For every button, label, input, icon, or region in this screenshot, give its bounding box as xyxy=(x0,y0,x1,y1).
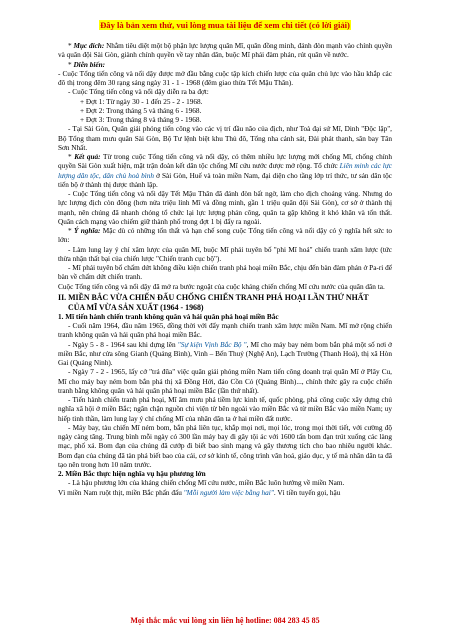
phase-1: + Đợt 1: Từ ngày 30 - 1 đến 25 - 2 - 1968. xyxy=(80,97,203,106)
section-heading-line-1: II. MIỀN BẮC VỪA CHIẾN ĐẤU CHỐNG CHIẾN TRANH PHÁ HOẠI LẦN THỨ NHẤT xyxy=(58,292,369,302)
significance-text: Mặc dù có những tổn thất và hạn chế song cuộc Tổng tiến công và nổi dậy có ý nghĩa hết sức to lớn: xyxy=(58,227,393,245)
purpose-label: Mục đích: xyxy=(73,42,105,50)
document-body xyxy=(58,42,392,498)
paragraph-rear-base: - Là hậu phương lớn của kháng chiến chống Mĩ cứu nước, miền Bắc luôn hướng về miền Nam. xyxy=(68,479,345,488)
paragraph-purpose: * Mục đích: Nhằm tiêu diệt một bộ phận lực lượng quân Mĩ, quân đồng minh, đánh đòn mạnh vào chính quyền và quân đội Sài Gòn, giành chính quyền về tay nhân dân, buộc Mĩ phải đàm phán, rút quân về nước. xyxy=(58,42,393,60)
paragraph-significance: * Ý nghĩa: Mặc dù có những tổn thất và hạn chế song cuộc Tổng tiến công và nổi dậy có ý nghĩa hết sức to lớn: xyxy=(58,227,393,245)
paragraph-work-double xyxy=(58,489,392,498)
purpose-text: Nhằm tiêu diệt một bộ phận lực lượng quân Mĩ, quân đồng minh, đánh đòn mạnh vào chính quyền và quân đội Sài Gòn, giành chính quyền về tay nhân dân, buộc Mĩ phải đàm phán, rút quân về nước. xyxy=(58,42,393,60)
preview-notice-text: Đây là bản xem thử, vui lòng mua tài liệu để xem chi tiết (có lời giải) xyxy=(100,20,350,30)
paragraph-aims: - Tiến hành chiến tranh phá hoại, Mĩ âm mưu phá tiềm lực kinh tế, quốc phòng, phá công cuộc xây dựng chủ nghĩa xã hội ở miền Bắc; ngăn chặn nguồn chi viện từ bên ngoài vào miền Bắc và từ miền Bắc vào miền Nam; uy hiếp tinh thần, làm lung lay ý chí chống Mĩ của nhân dân ta ở hai miền đất nước. xyxy=(58,396,392,423)
paragraph-result: * Kết quả: Từ trong cuộc Tổng tiến công và nổi dậy, có thêm nhiều lực lượng mới chống Mĩ, chống chính quyền Sài Gòn xuất hiện, mặt trận đoàn kết dân tộc chống Mĩ cứu nước được mở rộng. Tổ chức Liên minh các lực lượng dân tộc, dân chủ hoà bình ở Sài Gòn, Huế và toàn miền Nam, đại diện cho tầng lớp trí thức, tư sản dân tộc tiến bộ ở thành thị được thành lập. xyxy=(58,153,392,189)
paragraph-saigon: - Tại Sài Gòn, Quân giải phóng tiến công vào các vị trí đầu não của địch, như Toà đại sứ Mĩ, Dinh "Độc lập", Bộ Tổng tham mưu quân Sài Gòn, Bộ Tư lệnh biệt khu Thủ đô, Tổng nha cảnh sát, Đài phát thanh, sân bay Tân Sơn Nhất. xyxy=(58,125,392,152)
paragraph-significance-1: - Làm lung lay ý chí xâm lược của quân Mĩ, buộc Mĩ phải tuyên bố "phi Mĩ hoá" chiến tranh xâm lược (tức thừa nhận thất bại của chiến lược "Chiến tranh cục bộ"). xyxy=(58,245,392,263)
alliance-name: Liên minh các lực lượng dân tộc, dân chủ hoà bình xyxy=(58,162,392,180)
section-heading-line-2: CỦA MĨ VỪA SẢN XUẤT (1964 - 1968) xyxy=(68,302,204,312)
tonkin-incident: "Sự kiện Vịnh Bắc Bộ " xyxy=(177,340,247,349)
phase-2: + Đợt 2: Trong tháng 5 và tháng 6 - 1968. xyxy=(80,106,202,115)
tonkin-text-a: - Ngày 5 - 8 - 1964 sau khi dựng lên xyxy=(68,340,178,349)
paragraph-retaliation: - Ngày 7 - 2 - 1965, lấy cớ "trả đũa" việc quân giải phóng miền Nam tiến công doanh trại quân Mĩ ở Plây Cu, Mĩ cho máy bay ném bom bắn phá thị xã Đồng Hới, đảo Cồn Cỏ (Quảng Bình)..., chính thức gây ra cuộc chiến tranh bằng không quân và hải quân phá hoại miền Bắc (lần thứ nhất). xyxy=(58,368,392,395)
preview-notice-banner xyxy=(6,20,444,30)
paragraph-gulf-of-tonkin xyxy=(58,341,392,369)
paragraph-progress-label: * Diễn biến: xyxy=(68,60,106,69)
result-text-a: Từ trong cuộc Tổng tiến công và nổi dậy, có thêm nhiều lực lượng mới chống Mĩ, chống chính quyền Sài Gòn xuất hiện, mặt trận đoàn kết dân tộc chống Mĩ cứu nước được mở rộng. Tổ chức xyxy=(58,153,392,171)
result-text-b: ở Sài Gòn, Huế và toàn miền Nam, đại diện cho tầng lớp trí thức, tư sản dân tộc tiến bộ ở thành thị được thành lập. xyxy=(58,171,392,189)
significance-label: Ý nghĩa: xyxy=(73,227,101,235)
paragraph-bombing: - Máy bay, tàu chiến Mĩ ném bom, bắn phá liên tục, khắp mọi nơi, mọi lúc, trong mọi thời tiết, với cường độ ngày càng tăng. Trung bình mỗi ngày có 300 lần máy bay đi gây tội ác với 1600 tấn bom đạn trút xuống các làng mạc, phố xá. Bom đạn của chúng đã cướp đi biết bao sinh mạng và gây thương tích cho bao nhiêu người khác. Bom đạn của chúng đã tàn phá biết bao của cải, cơ sở kinh tế, công trình văn hoá, giáo dục, y tế mà nhân dân ta đã tạo nên trong hơn 10 năm trước. xyxy=(58,423,392,469)
paragraph-progress-2: - Cuộc Tổng tiến công và nổi dậy diễn ra ba đợt: xyxy=(68,88,209,97)
paragraph-war-escalation: - Cuối năm 1964, đầu năm 1965, đồng thời với đẩy mạnh chiến tranh xâm lược miền Nam. Mĩ mở rộng chiến tranh không quân và hải quân phá hoại miền Bắc. xyxy=(58,322,392,340)
phase-3: + Đợt 3: Trong tháng 8 và tháng 9 - 1968. xyxy=(80,116,202,124)
paragraph-progress-1: - Cuộc Tổng tiến công và nổi dậy được mở đầu bằng cuộc tập kích chiến lược của quân chủ lực vào hầu khắp các đô thị trong đêm 30 rạng sáng ngày 31 - 1 - 1968 (đêm giao thừa Tết Mậu Thân). xyxy=(58,69,392,87)
progress-label: Diễn biến: xyxy=(73,60,106,69)
subheading-1: 1. Mĩ tiến hành chiến tranh không quân và hải quân phá hoại miền Bắc xyxy=(58,312,279,321)
section-heading-ii xyxy=(58,293,392,313)
work-double-text-a: Vì miền Nam ruột thịt, miền Bắc phấn đấu xyxy=(58,488,184,497)
hotline-footer: Mọi thắc mắc vui lòng xin liên hệ hotline: 084 283 45 85 xyxy=(130,616,320,625)
subheading-2: 2. Miền Bắc thực hiện nghĩa vụ hậu phương lớn xyxy=(58,470,206,478)
tonkin-text-b: , Mĩ cho máy bay ném bom bắn phá một số nơi ở miền Bắc, như cửa sông Gianh (Quảng Bình), Vinh – Bến Thuỷ (Nghệ An), Lạch Trường (Thanh Hoá), thị xã Hòn Gai (Quảng Ninh). xyxy=(58,340,393,367)
work-double-slogan: "Mỗi người làm việc bằng hai" xyxy=(183,488,274,497)
paragraph-significance-2: - Mĩ phải tuyên bố chấm dứt không điều kiện chiến tranh phá hoại miền Bắc, chịu đến bàn đàm phán ở Pa-ri để bàn về chấm dứt chiến tranh. xyxy=(58,264,392,282)
result-label: Kết quả: xyxy=(74,153,101,161)
paragraph-counterattack: - Cuộc Tổng tiến công và nổi dậy Tết Mậu Thân đã đánh đòn bất ngờ, làm cho địch choáng váng. Nhưng do lực lượng địch còn đông (hơn nửa triệu lính Mĩ và đồng minh, gần 1 triệu quân đội Sài Gòn), cơ sở ở thành thị mạnh, nên chúng đã nhanh chóng tổ chức lại lực lượng phản công, quân ta gặp không ít khó khăn và tổn thất. Quân cách mạng vào chiếm giữ thành phố trong đợt 1 bị đẩy ra ngoài. xyxy=(58,190,392,226)
work-double-text-b: . Vì tiền tuyến gọi, hậu xyxy=(273,488,341,497)
paragraph-turning-point: Cuộc Tổng tiến công và nổi dậy đã mở ra bước ngoặt của cuộc kháng chiến chống Mĩ cứu nước của quân dân ta. xyxy=(58,282,385,291)
